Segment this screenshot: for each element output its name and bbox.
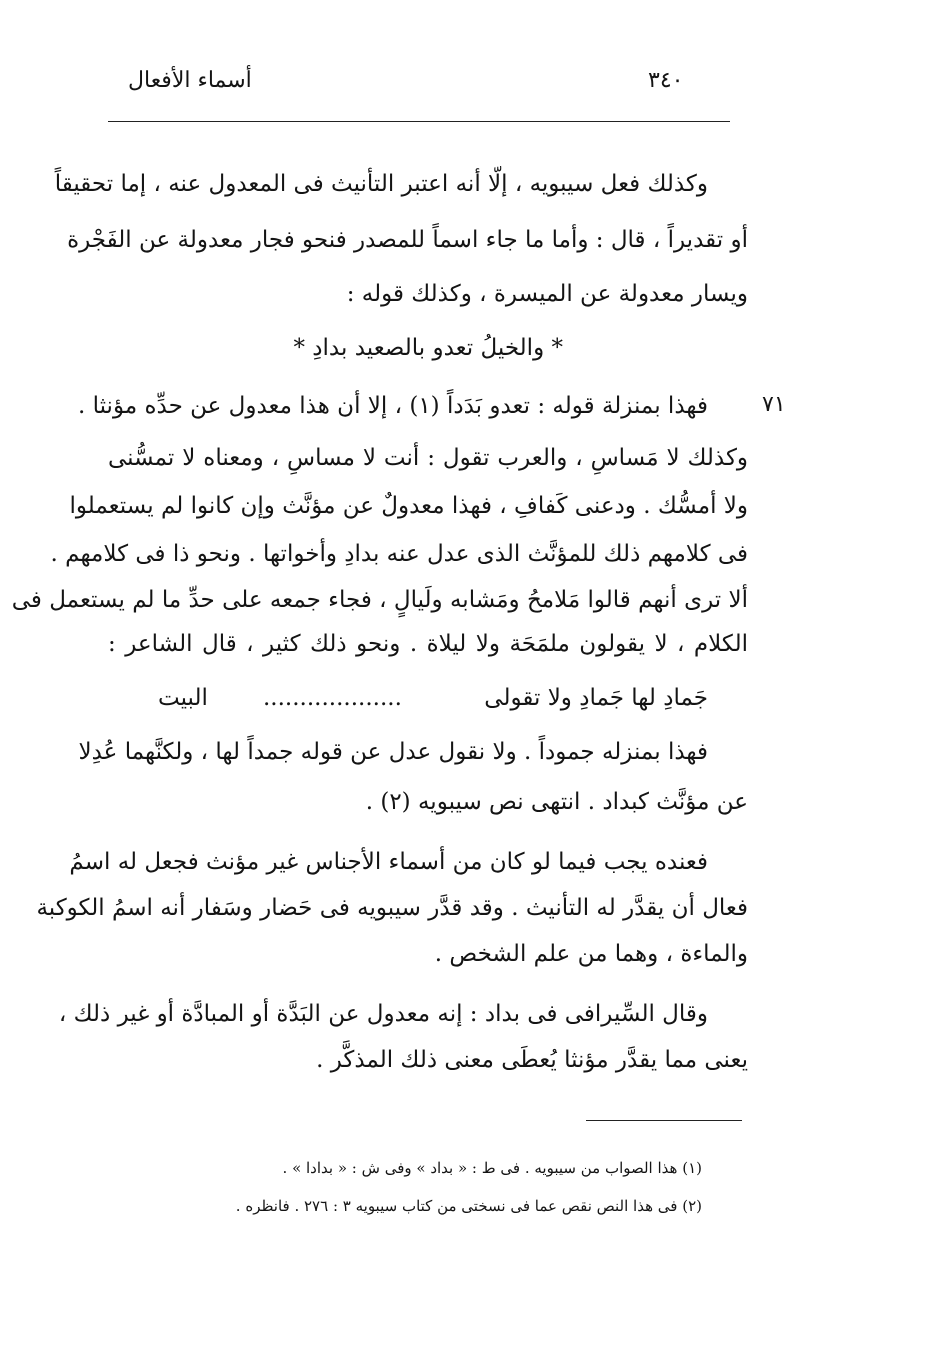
- header-rule: [108, 121, 730, 122]
- verse-line: * والخيلُ تعدو بالصعيد بدادِ *: [293, 335, 563, 361]
- text-line: ألا ترى أنهم قالوا مَلامحُ ومَشابه ولَيالٍ ، فجاء جمعه على حدِّ ما لم يستعمل فى: [11, 587, 748, 613]
- text-line: الكلام ، لا يقولون ملمَحَة ولا ليلاة . ونحو ذلك كثير ، قال الشاعر :: [108, 631, 748, 657]
- text-line: وقال السِّيرافى فى بداد : إنه معدول عن البَدَّة أو المبادَّة أو غير ذلك ،: [58, 1001, 708, 1027]
- text-line: والماءة ، وهما من علم الشخص .: [434, 941, 748, 967]
- page-number: ٣٤٠: [648, 68, 684, 93]
- verse-hemistich: جَمادِ لها جَمادِ ولا تقولى: [484, 685, 708, 711]
- text-line: يعنى مما يقدَّر مؤنثا يُعطَى معنى ذلك المذكَّر .: [316, 1047, 748, 1073]
- margin-number: ٧١: [762, 392, 786, 417]
- running-header-title: أسماء الأفعال: [128, 68, 252, 93]
- text-line: أو تقديراً ، قال : وأما ما جاء اسماً للمصدر فنحو فجار معدولة عن الفَجْرة: [67, 227, 748, 253]
- text-line: فعال أن يقدَّر له التأنيث . وقد قدَّر سيبويه فى حَضار وسَفار أنه اسمُ الكوكبة: [36, 895, 748, 921]
- footnote: (١) هذا الصواب من سيبويه . فى ط : « بداد » وفى ش : « بدادا » .: [282, 1159, 702, 1177]
- footnote: (٢) فى هذا النص نقص عما فى نسختى من كتاب سيبويه ٣ : ٢٧٦ . فانظره .: [235, 1197, 702, 1215]
- text-line: ولا أمسُّك . ودعنى كَفافِ ، فهذا معدولٌ عن مؤنَّث وإن كانوا لم يستعملوا: [69, 493, 748, 519]
- verse-label: البيت: [158, 685, 208, 711]
- text-line: فهذا بمنزلة قوله : تعدو بَدَداً (١) ، إلا أن هذا معدول عن حدِّه مؤنثا .: [77, 393, 708, 419]
- text-line: فهذا بمنزله جموداً . ولا نقول عدل عن قوله جمداً لها ، ولكنَّهما عُدِلا: [78, 739, 708, 765]
- text-line: وكذلك فعل سيبويه ، إلّا أنه اعتبر التأنيث فى المعدول عنه ، إما تحقيقاً: [54, 171, 708, 197]
- text-line: فعنده يجب فيما لو كان من أسماء الأجناس غير مؤنث فجعل له اسمُ: [69, 849, 708, 875]
- text-line: وكذلك لا مَساسِ ، والعرب تقول : أنت لا مساسِ ، ومعناه لا تمسُّنى: [108, 445, 748, 471]
- footnote-rule: [586, 1120, 742, 1121]
- text-line: عن مؤنَّث كبداد . انتهى نص سيبويه (٢) .: [365, 789, 748, 815]
- verse-ellipsis: ...................: [263, 685, 402, 711]
- text-line: ويسار معدولة عن الميسرة ، وكذلك قوله :: [346, 281, 748, 307]
- text-line: فى كلامهم ذلك للمؤنَّث الذى عدل عنه بدادِ وأخواتها . ونحو ذا فى كلامهم .: [50, 541, 748, 567]
